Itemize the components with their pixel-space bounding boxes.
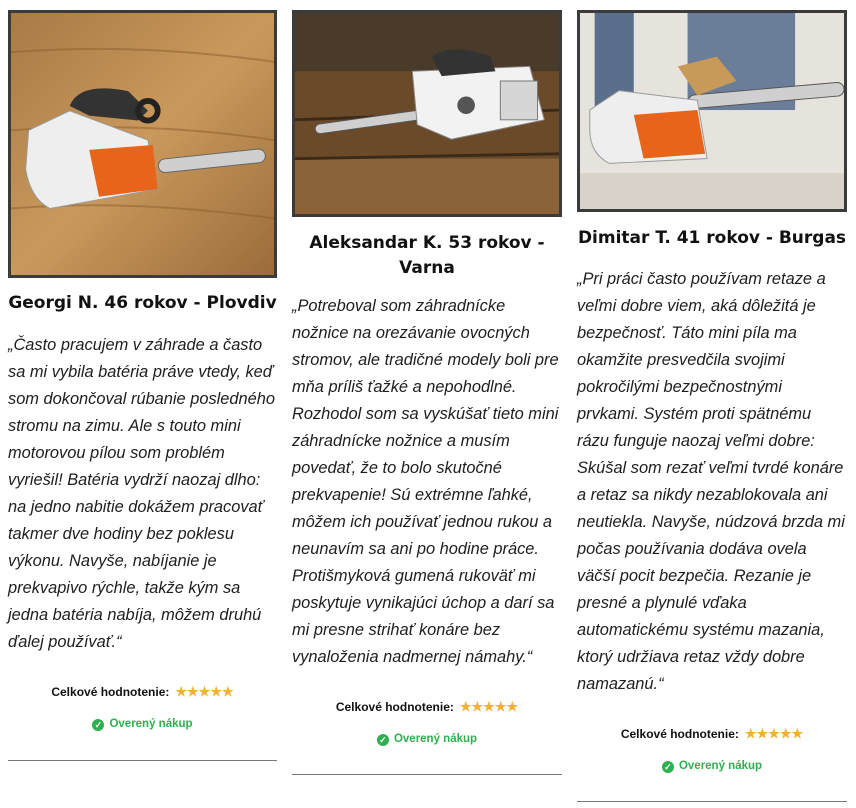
chainsaw-image	[580, 13, 844, 209]
verified-purchase	[577, 760, 847, 773]
overall-rating	[577, 726, 847, 742]
verified-label: Overený nákup	[109, 718, 193, 730]
overall-rating	[8, 684, 277, 700]
rating-label: Celkové hodnotenie:	[620, 727, 739, 741]
divider	[8, 760, 277, 761]
review-text: „Často pracujem v záhrade a často sa mi vybila batéria práve vtedy, keď som dokončoval rúbanie posledného stromu na zimu. Ale s touto mini motorovou pílou som problém vyriešil! Batéria vydrží naozaj dlho: na jedno nabitie dokážem pracovať takmer dve hodiny bez poklesu výkonu. Navyše, nabíjanie je prekvapivo rýchle, takže kým sa jedna batéria nabíja, môžem druhú ďalej používať.“	[8, 336, 275, 651]
rating-label: Celkové hodnotenie:	[335, 700, 454, 714]
review-card-1	[8, 10, 277, 770]
reviewer-name: Aleksandar K. 53 rokov - Varna	[309, 233, 545, 278]
star-icon: ★★★★★	[175, 684, 234, 699]
overall-rating	[292, 699, 562, 715]
review-card-3	[577, 10, 847, 805]
divider	[292, 774, 562, 775]
verified-purchase	[292, 733, 562, 746]
review-text: „Pri práci často používam retaze a veľmi dobre viem, aká dôležitá je bezpečnosť. Táto mini píla ma okamžite presvedčila svojimi pokročilými bezpečnostnými prvkami. Systém proti spätnému rázu funguje naozaj veľmi dobre: Skúšal som rezať veľmi tvrdé konáre a retaz sa nikdy nezablokovala ani neutiekla. Navyše, núdzová brzda mi počas používania dodáva ovela väčší pocit bezpečia. Rezanie je presné a plynulé vďaka automatickému systému mazania, ktorý udržiava retaz vždy dobre namazanú.“	[577, 270, 845, 693]
product-photo-3	[577, 10, 847, 212]
star-icon: ★★★★★	[459, 699, 519, 714]
check-circle-icon: ✓	[662, 761, 674, 773]
check-circle-icon: ✓	[92, 719, 104, 731]
chainsaw-image	[295, 13, 559, 214]
check-circle-icon: ✓	[377, 734, 389, 746]
verified-purchase	[8, 718, 277, 731]
review-card-2	[292, 10, 562, 780]
rating-label: Celkové hodnotenie:	[51, 685, 170, 699]
product-photo-2	[292, 10, 562, 217]
star-icon: ★★★★★	[744, 726, 804, 741]
verified-label: Overený nákup	[393, 733, 478, 745]
chainsaw-image	[11, 13, 274, 275]
reviewer-name: Dimitar T. 41 rokov - Burgas	[577, 228, 847, 248]
review-text: „Potreboval som záhradnícke nožnice na orezávanie ovocných stromov, ale tradičné modely boli pre mňa príliš ťažké a nepohodlné. Rozhodol som sa vyskúšať tieto mini záhradnícke nožnice a musím povedať, že to bolo skutočné prekvapenie! Sú extrémne ľahké, môžem ich používať jednou rukou a neunavím sa ani po hodine práce. Protišmyková gumená rukoväť mi poskytuje vynikajúci úchop a darí sa mi presne strihať konáre bez vynaloženia nadmernej námahy.“	[292, 297, 559, 666]
verified-label: Overený nákup	[678, 760, 763, 772]
divider	[577, 801, 847, 802]
product-photo-1	[8, 10, 277, 278]
reviewer-name: Georgi N. 46 rokov - Plovdiv	[8, 293, 277, 313]
